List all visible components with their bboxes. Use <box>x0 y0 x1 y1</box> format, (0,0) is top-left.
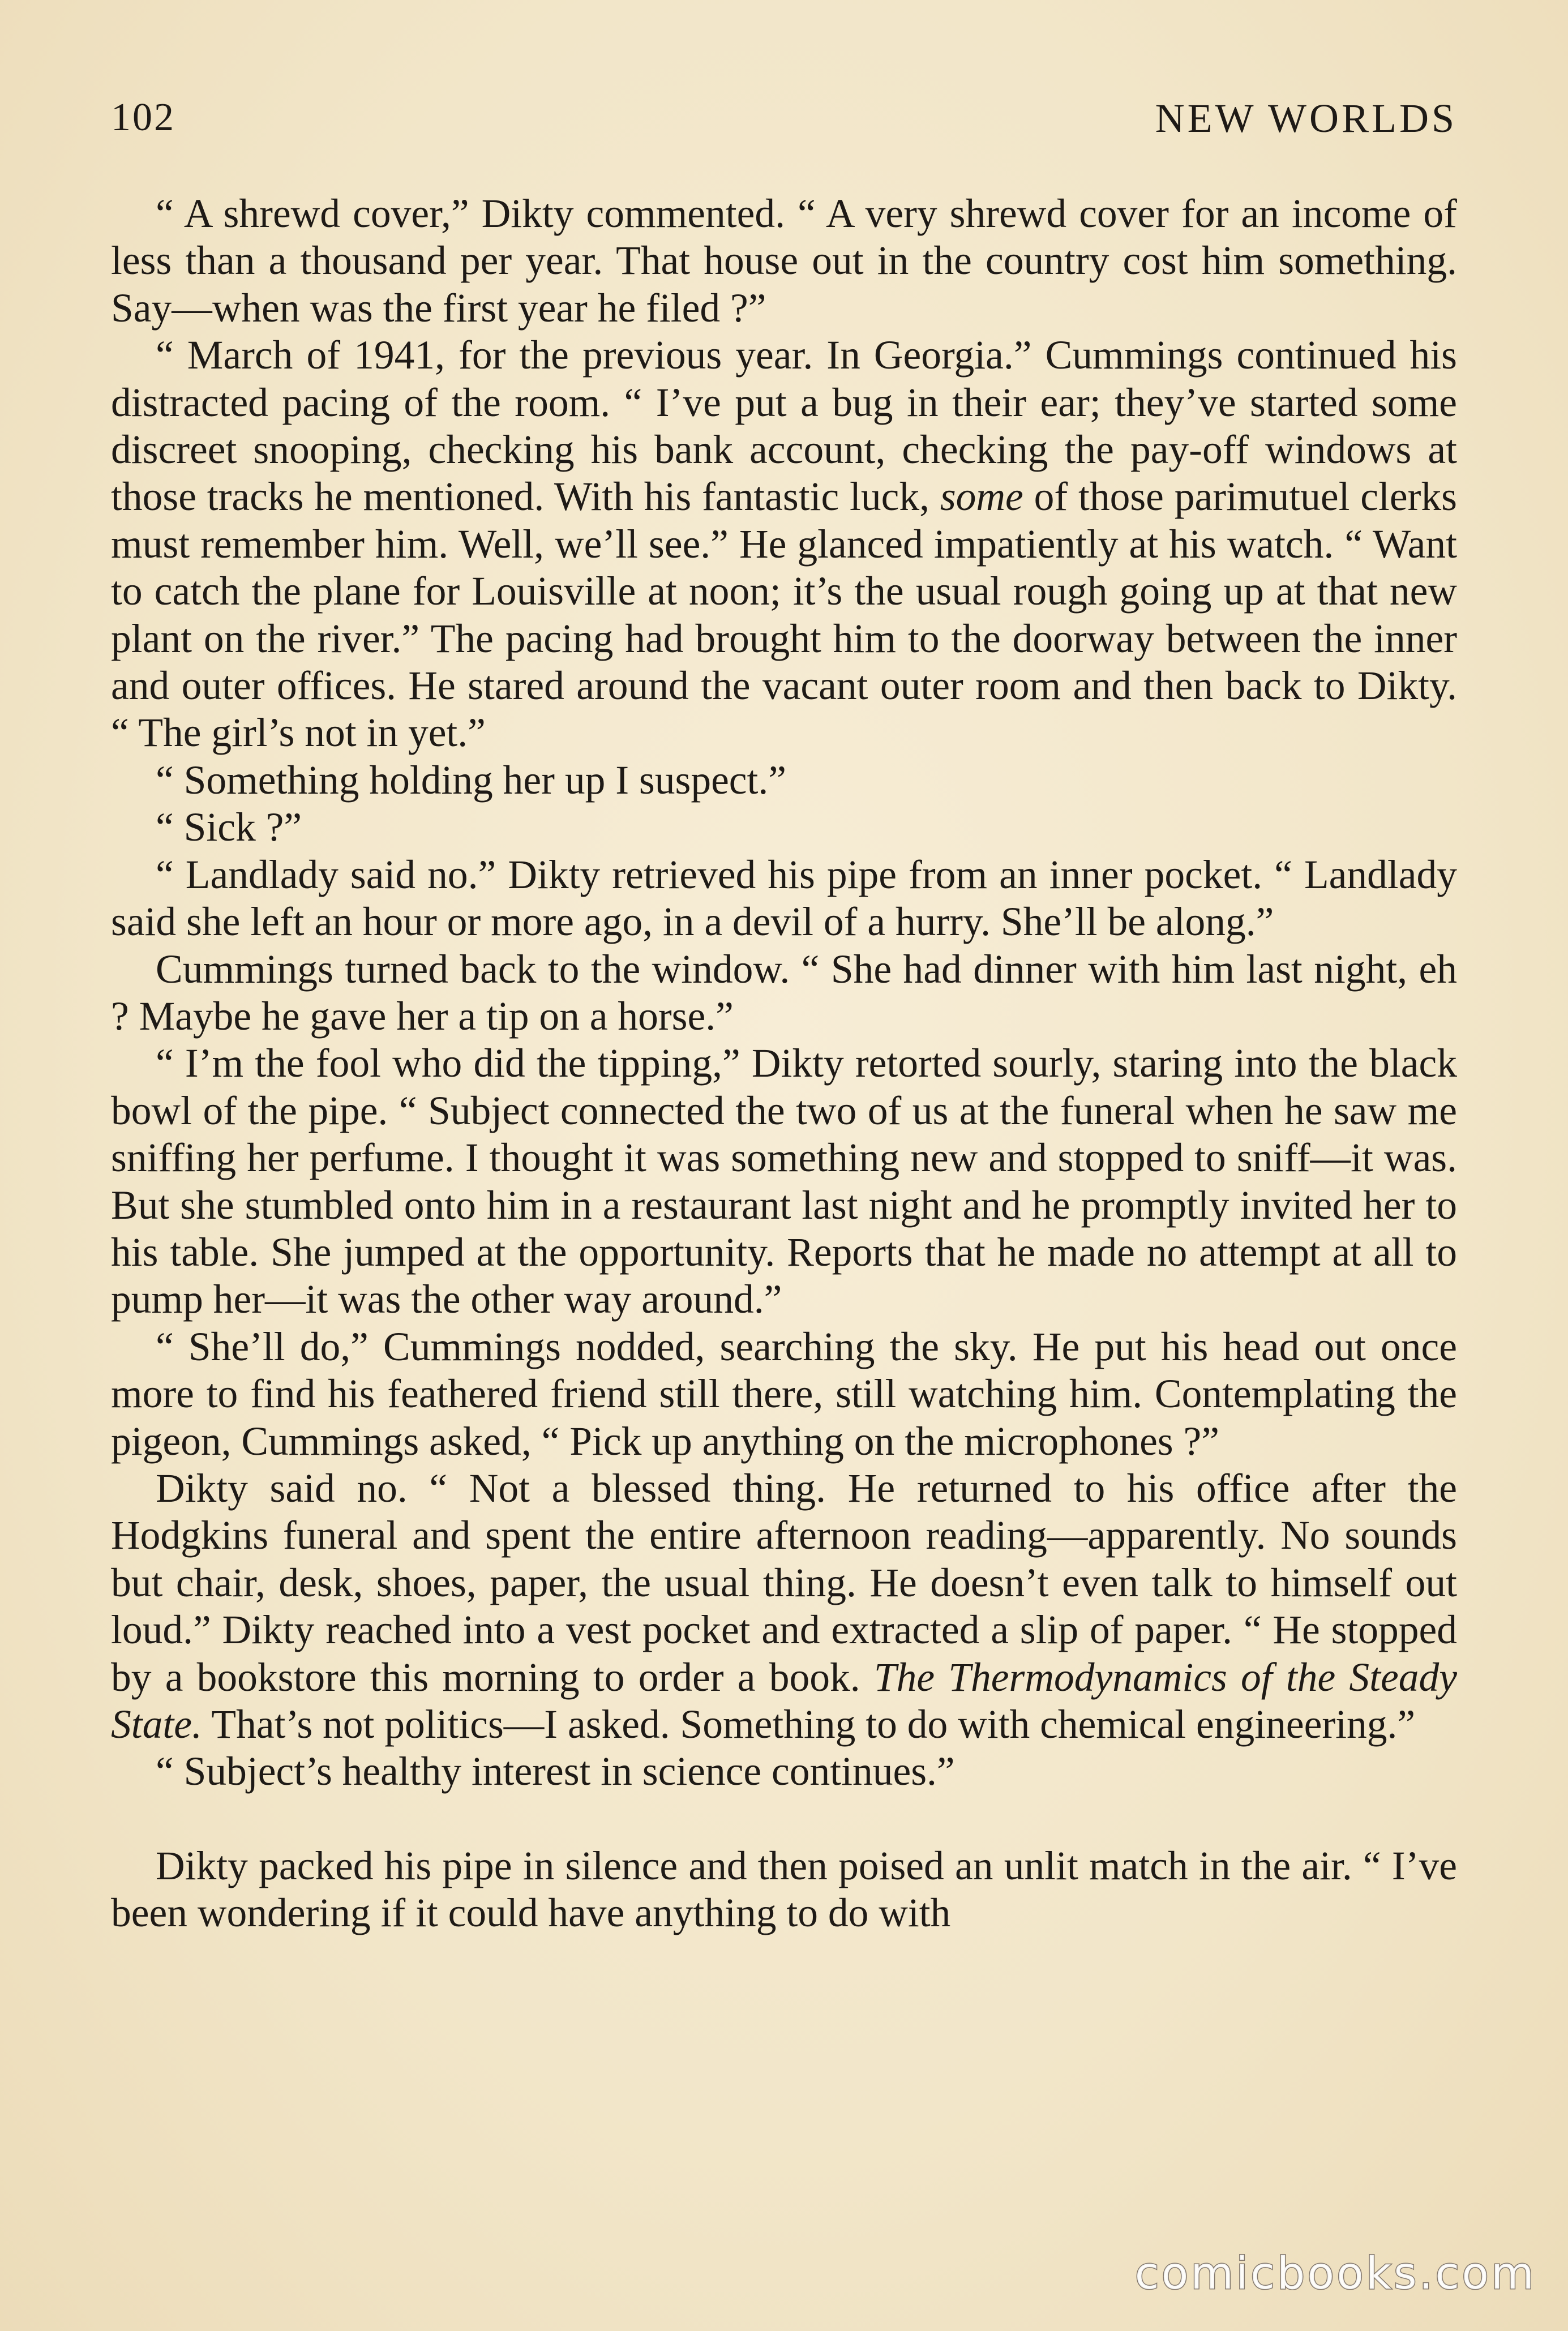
paragraph-text: That’s not politics—I asked. Something to do with chemical engineering.” <box>202 1702 1416 1747</box>
watermark: comicbooks.com <box>1134 2248 1536 2299</box>
paragraph <box>111 1040 1457 1323</box>
paragraph-text: “ She’ll do,” Cummings nodded, searching the sky. He put his head out once more to find his feathered friend still there, still watching him. Contemplating the pigeon, Cummings asked, “ Pick up anything on the microphones ?” <box>111 1324 1457 1464</box>
paragraph-text: Dikty said no. “ Not a blessed thing. He returned to his office after the Hodgkins funeral and spent the entire afternoon reading—apparently. No sounds but chair, desk, shoes, paper, the usual thing. He doesn’t even talk to himself out loud.” Dikty reached into a vest pocket and extracted a slip of paper. “ He stopped by a bookstore this morning to order a book. <box>111 1466 1457 1700</box>
paragraph <box>111 1465 1457 1748</box>
page-header <box>111 95 1457 157</box>
paragraph-text: Cummings turned back to the window. “ She had dinner with him last night, eh ? Maybe he gave her a tip on a horse.” <box>111 946 1457 1039</box>
paragraph <box>111 804 1457 851</box>
paragraph-text: of those parimutuel clerks must remember him. Well, we’ll see.” He glanced impatiently at his watch. “ Want to catch the plane for Louisville at noon; it’s the usual rough going up at that new plant on the river.” The pacing had brought him to the doorway between the inner and outer offices. He stared around the vacant outer room and then back to Dikty. “ The girl’s not in yet.” <box>111 474 1457 756</box>
paragraph <box>111 190 1457 332</box>
paragraph <box>111 946 1457 1040</box>
paragraph-text: Dikty packed his pipe in silence and then poised an unlit match in the air. “ I’ve been wondering if it could have anything to do with <box>111 1843 1457 1936</box>
paragraph-text: “ Sick ?” <box>156 805 302 850</box>
paragraph-text: “ Something holding her up I suspect.” <box>156 757 787 803</box>
body-text <box>111 190 1457 1937</box>
paragraph <box>111 1842 1457 1937</box>
paragraph-text: “ March of 1941, for the previous year. In Georgia.” Cummings continued his distracted pacing of the room. “ I’ve put a bug in their ear; they’ve started some discreet snooping, checking his bank account, checking the pay-off windows at those tracks he mentioned. With his fantastic luck, <box>111 333 1457 520</box>
italic-text: some <box>940 474 1023 520</box>
paragraph <box>111 757 1457 804</box>
italic-text: The Thermodynamics of the Steady State. <box>111 1655 1457 1747</box>
running-head: NEW WORLDS <box>1155 96 1457 141</box>
paragraph <box>111 332 1457 757</box>
paragraph-text: “ Subject’s healthy interest in science continues.” <box>156 1749 955 1794</box>
paragraph-text: “ Landlady said no.” Dikty retrieved his pipe from an inner pocket. “ Landlady said she left an hour or more ago, in a devil of a hurry. She’ll be along.” <box>111 852 1457 945</box>
paragraph <box>111 1748 1457 1795</box>
paragraph-text: “ A shrewd cover,” Dikty commented. “ A very shrewd cover for an income of less than a thousand per year. That house out in the country cost him something. Say—when was the first year he filed ?” <box>111 191 1457 331</box>
page-number: 102 <box>111 96 175 139</box>
paragraph <box>111 1323 1457 1465</box>
paragraph <box>111 851 1457 946</box>
paragraph-text: “ I’m the fool who did the tipping,” Dikty retorted sourly, staring into the black bowl of the pipe. “ Subject connected the two of us at the funeral when he saw me sniffing her perfume. I thought it was something new and stopped to sniff—it was. But she stumbled onto him in a restaurant last night and he promptly invited her to his table. She jumped at the opportunity. Reports that he made no attempt at all to pump her—it was the other way around.” <box>111 1041 1457 1322</box>
